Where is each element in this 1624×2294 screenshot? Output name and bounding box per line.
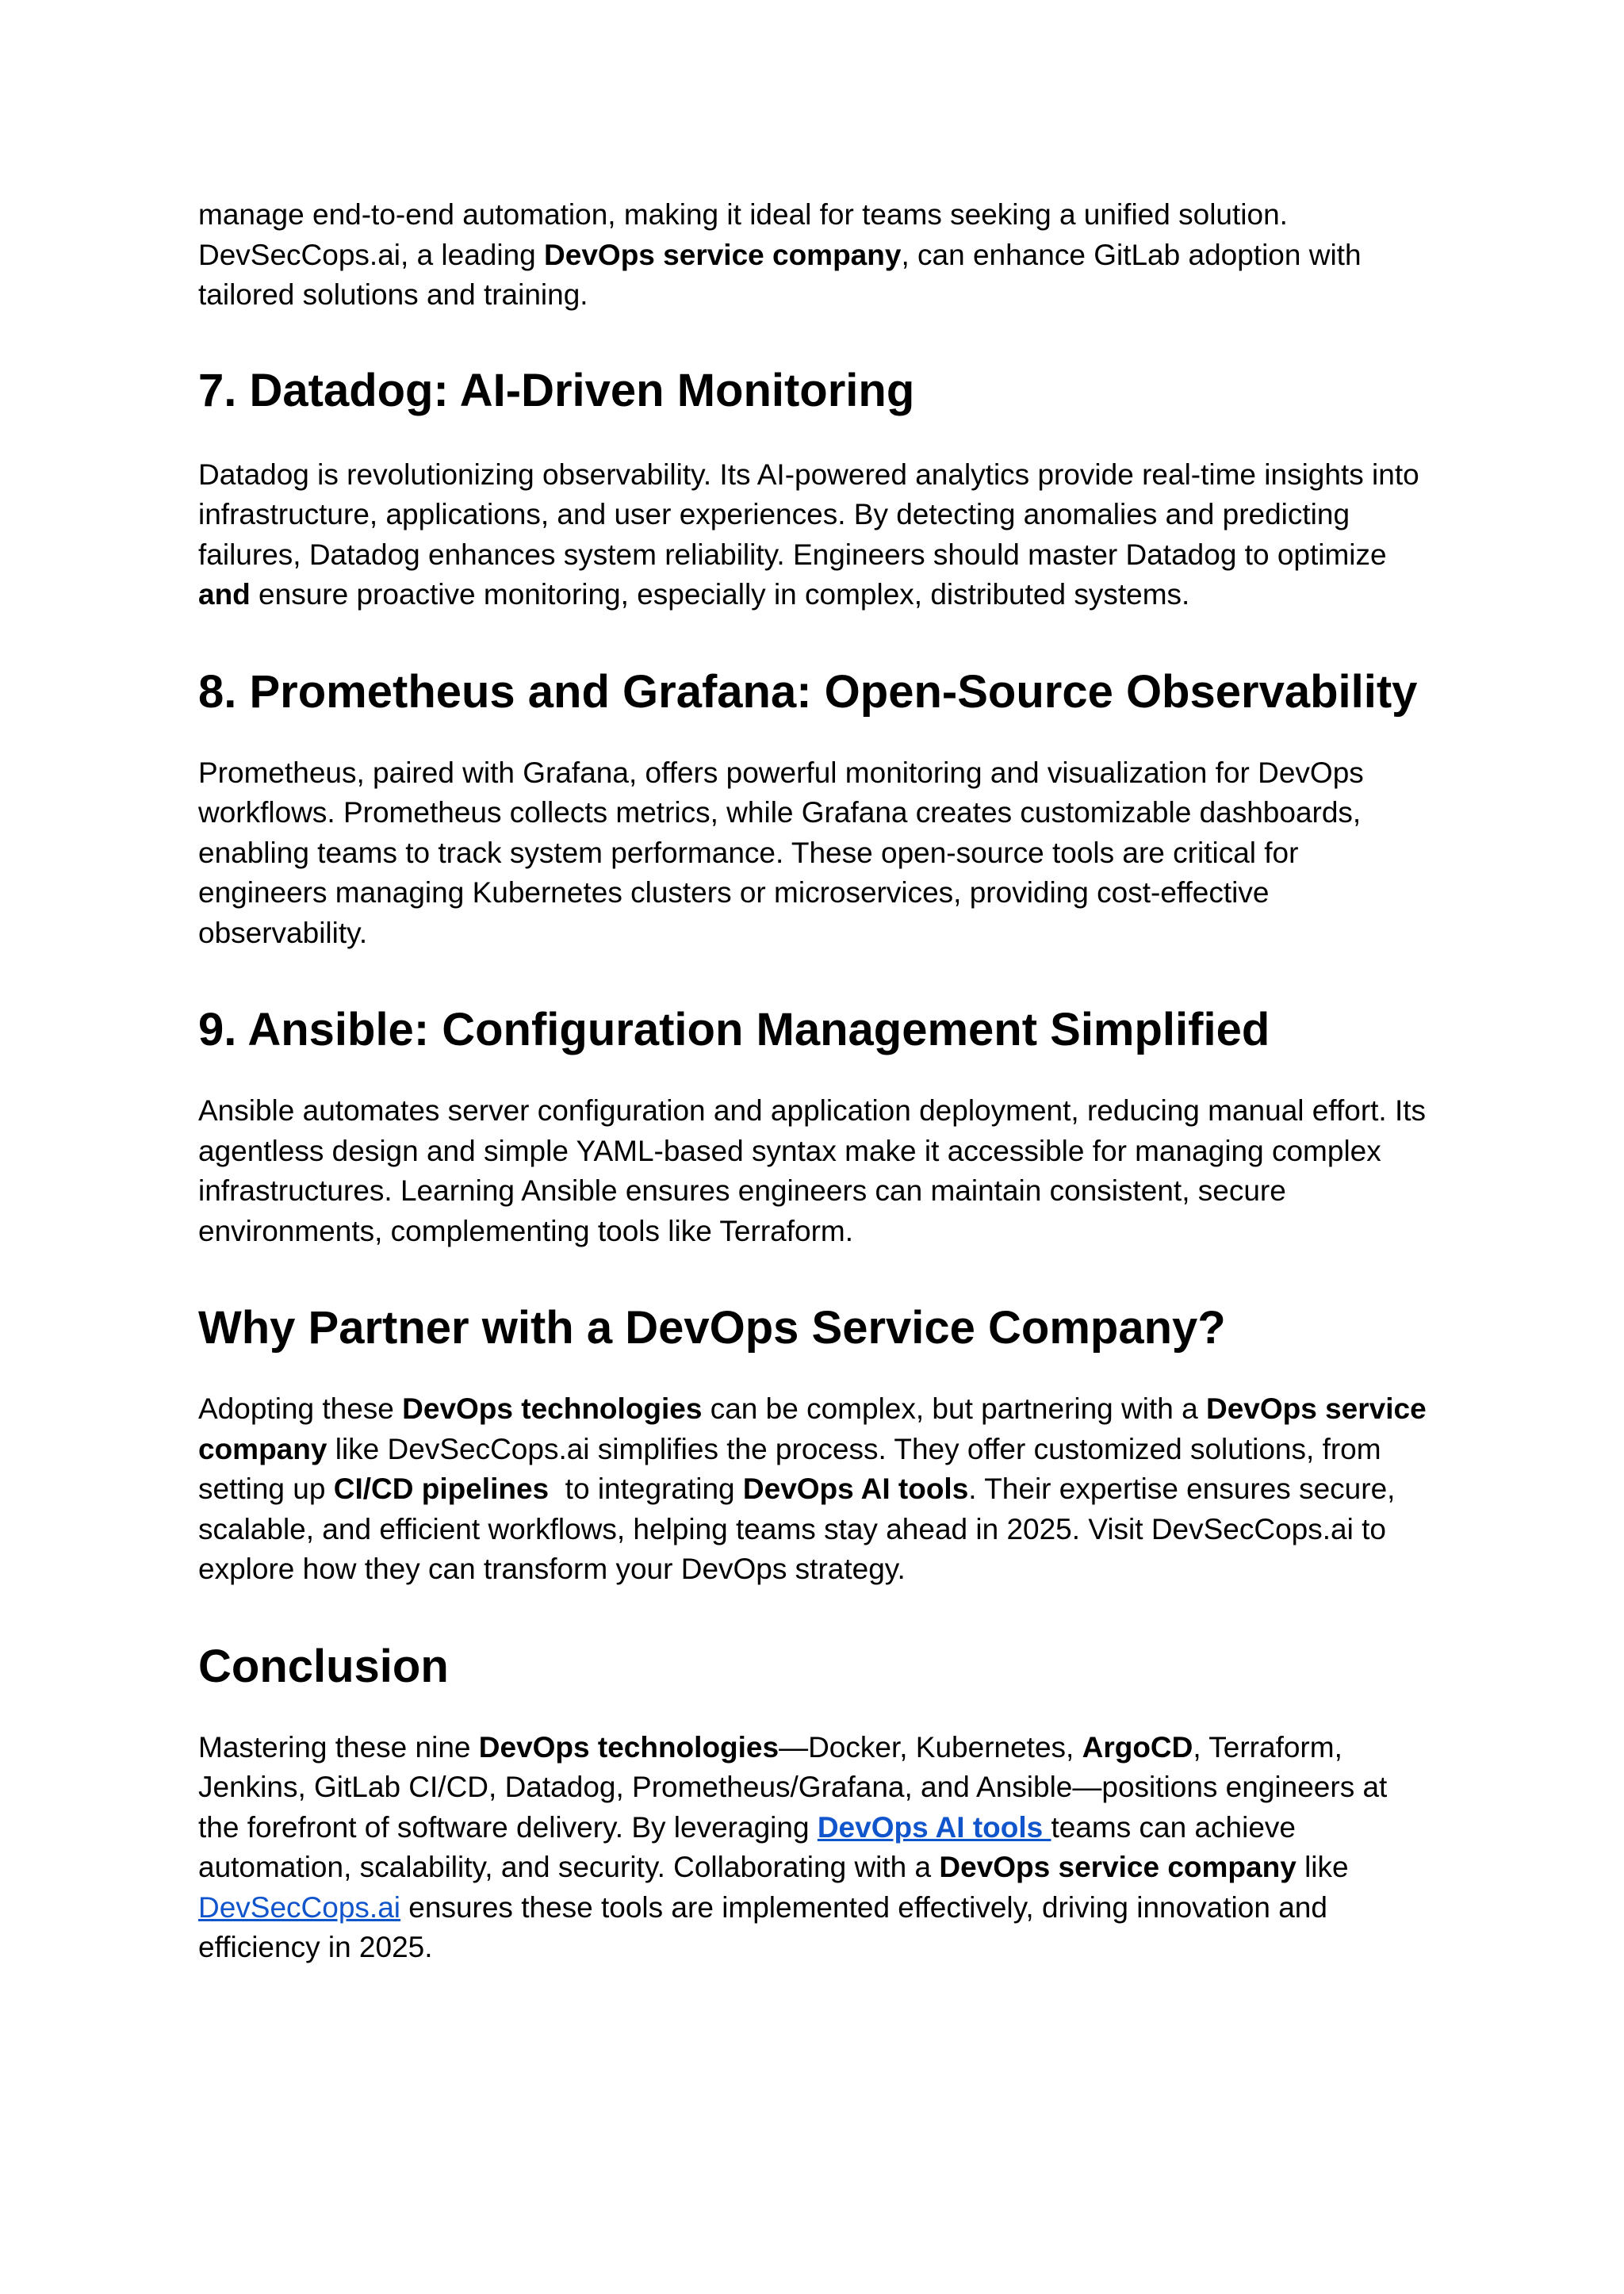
why-bold-cicd-pipelines: CI/CD pipelines (333, 1473, 550, 1505)
why-bold-devops-technologies: DevOps technologies (402, 1392, 703, 1425)
datadog-text-1: Datadog is revolutionizing observability. Its AI-powered analytics provide real-time insights into infrastructure, applications, and user experiences. By detecting anomalies and predicting failures, Datadog enhances system reliability. Engineers should master Datadog to optimize (198, 458, 1419, 571)
datadog-bold-and: and (198, 578, 251, 611)
conclusion-text-6: ensures these tools are implemented effectively, driving innovation and efficiency in 2025. (198, 1890, 1327, 1963)
heading-conclusion: Conclusion (198, 1640, 449, 1692)
ansible-paragraph: Ansible automates server configuration and application deployment, reducing manual effort. Its agentless design and simple YAML-based syntax make it accessible for managing complex infrastructures. Learning Ansible ensures engineers can maintain consistent, secure environments, complementing tools like Terraform. (198, 1094, 1427, 1247)
intro-text-1: manage end-to-end automation, making it ideal for teams seeking a unified solution. DevSecCops.ai, a leading (198, 198, 1288, 271)
why-text-2: can be complex, but partnering with a (702, 1392, 1206, 1425)
conclusion-text-2: —Docker, Kubernetes, (779, 1730, 1082, 1764)
conclusion-text-3: , Terraform, Jenkins, GitLab CI/CD, Datadog, Prometheus/Grafana, and Ansible—positions engineers at the forefront of software delivery. By leveraging (198, 1730, 1388, 1844)
conclusion-text-1: Mastering these nine (198, 1730, 479, 1764)
heading-datadog: 7. Datadog: AI-Driven Monitoring (198, 364, 915, 416)
heading-ansible: 9. Ansible: Configuration Management Simplified (198, 1004, 1270, 1055)
why-bold-devops-service-company: DevOps service company (198, 1392, 1427, 1465)
conclusion-text-4: teams can achieve automation, scalability, and security. Collaborating with a (198, 1810, 1297, 1883)
conclusion-bold-argocd: ArgoCD (1082, 1730, 1193, 1764)
devops-ai-tools-link[interactable]: DevOps AI tools (817, 1810, 1051, 1844)
document-page (198, 195, 1435, 1968)
intro-text-2: , can enhance GitLab adoption with tailored solutions and training. (198, 238, 1362, 311)
devseccops-link[interactable]: DevSecCops.ai (198, 1890, 401, 1924)
conclusion-bold-devops-service-company: DevOps service company (939, 1851, 1297, 1883)
heading-prometheus-grafana: 8. Prometheus and Grafana: Open-Source Observability (198, 665, 1418, 718)
intro-bold-devops-service-company: DevOps service company (544, 238, 902, 271)
heading-why-partner: Why Partner with a DevOps Service Company? (198, 1302, 1226, 1354)
datadog-text-2: ensure proactive monitoring, especially in complex, distributed systems. (250, 578, 1190, 611)
why-text-1: Adopting these (198, 1392, 403, 1425)
why-text-4: to integrating (549, 1473, 743, 1505)
conclusion-paragraph (198, 1728, 1435, 1968)
why-text-5: . Their expertise ensures secure, scalable, and efficient workflows, helping teams stay ahead in 2025. Visit DevSecCops.ai to explore how they can transform your DevOps strategy. (198, 1473, 1396, 1585)
datadog-paragraph (198, 455, 1435, 615)
prometheus-paragraph: Prometheus, paired with Grafana, offers powerful monitoring and visualization for DevOps workflows. Prometheus collects metrics, while Grafana creates customizable dashboards, enabling teams to track system performance. These open-source tools are critical for engineers managing Kubernetes clusters or microservices, providing cost-effective observability. (198, 756, 1364, 949)
conclusion-bold-devops-technologies: DevOps technologies (478, 1730, 779, 1764)
why-text-3: like DevSecCops.ai simplifies the process. They offer customized solutions, from setting up (198, 1432, 1381, 1505)
intro-paragraph (198, 195, 1435, 316)
why-partner-paragraph (198, 1389, 1435, 1590)
conclusion-text-5: like (1296, 1851, 1349, 1883)
why-bold-devops-ai-tools: DevOps AI tools (742, 1473, 969, 1505)
